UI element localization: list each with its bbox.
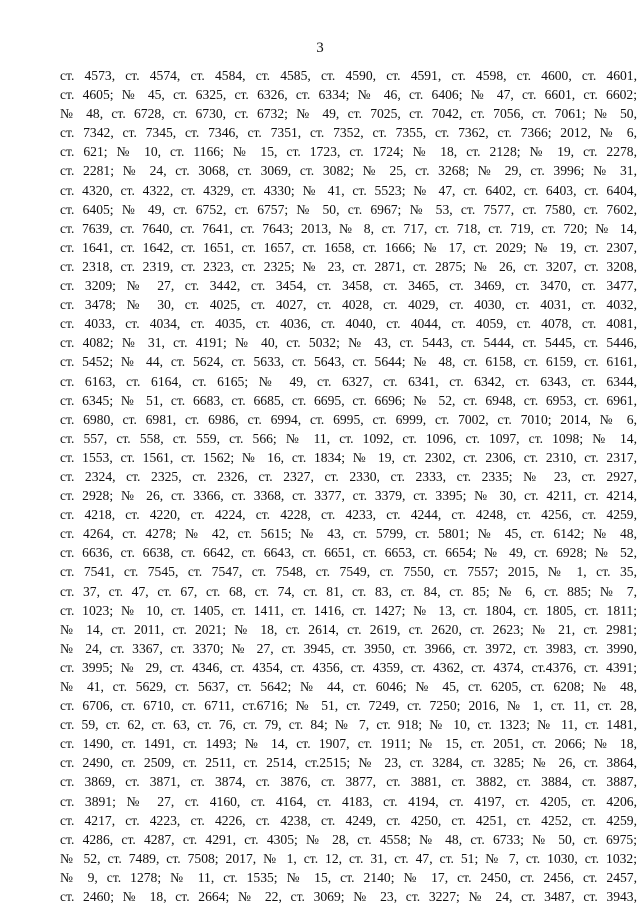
text-line: ст. 2318, ст. 2319, ст. 2323, ст. 2325; № 23, ст. 2871, ст. 2875; № 26, ст. 3207, ст. 3208,: [60, 258, 637, 274]
text-line: ст. 7541, ст. 7545, ст. 7547, ст. 7548, ст. 7549, ст. 7550, ст. 7557; 2015, № 1, ст. 35,: [60, 564, 637, 580]
text-line: ст. 4082; № 31, ст. 4191; № 40, ст. 5032; № 43, ст. 5443, ст. 5444, ст. 5445, ст. 5446,: [60, 335, 637, 351]
text-line: ст. 4264, ст. 4278; № 42, ст. 5615; № 43, ст. 5799, ст. 5801; № 45, ст. 6142; № 48,: [60, 526, 637, 542]
text-line: ст. 4320, ст. 4322, ст. 4329, ст. 4330; № 41, ст. 5523; № 47, ст. 6402, ст. 6403, ст. 6404,: [60, 182, 637, 198]
text-line: ст. 557, ст. 558, ст. 559, ст. 566; № 11, ст. 1092, ст. 1096, ст. 1097, ст. 1098; № 14,: [60, 430, 637, 446]
text-line: ст. 7639, ст. 7640, ст. 7641, ст. 7643; 2013, № 8, ст. 717, ст. 718, ст. 719, ст. 720; № 14,: [60, 220, 637, 236]
text-line: ст. 3891; № 27, ст. 4160, ст. 4164, ст. 4183, ст. 4194, ст. 4197, ст. 4205, ст. 4206,: [60, 793, 637, 809]
text-line: ст. 6706, ст. 6710, ст. 6711, ст.6716; № 51, ст. 7249, ст. 7250; 2016, № 1, ст. 11, ст. 28,: [60, 698, 637, 714]
text-line: ст. 4573, ст. 4574, ст. 4584, ст. 4585, ст. 4590, ст. 4591, ст. 4598, ст. 4600, ст. 4601,: [60, 68, 637, 83]
page-number: 3: [316, 40, 324, 56]
text-line: ст. 5452; № 44, ст. 5624, ст. 5633, ст. 5643, ст. 5644; № 48, ст. 6158, ст. 6159, ст. 6161,: [60, 354, 637, 370]
text-line: ст. 6636, ст. 6638, ст. 6642, ст. 6643, ст. 6651, ст. 6653, ст. 6654; № 49, ст. 6928; № 52,: [60, 545, 637, 561]
text-line: ст. 2460; № 18, ст. 2664; № 22, ст. 3069; № 23, ст. 3227; № 24, ст. 3487, ст. 3943,: [60, 889, 637, 905]
text-line: ст. 3995; № 29, ст. 4346, ст. 4354, ст. 4356, ст. 4359, ст. 4362, ст. 4374, ст.4376, ст. 4391;: [60, 659, 637, 675]
text-line: ст. 37, ст. 47, ст. 67, ст. 68, ст. 74, ст. 81, ст. 83, ст. 84, ст. 85; № 6, ст. 885; № 7,: [60, 583, 637, 599]
text-line: ст. 3209; № 27, ст. 3442, ст. 3454, ст. 3458, ст. 3465, ст. 3469, ст. 3470, ст. 3477,: [60, 278, 637, 294]
text-line: ст. 2324, ст. 2325, ст. 2326, ст. 2327, ст. 2330, ст. 2333, ст. 2335; № 23, ст. 2927,: [60, 468, 637, 484]
text-line: ст. 59, ст. 62, ст. 63, ст. 76, ст. 79, ст. 84; № 7, ст. 918; № 10, ст. 1323; № 11, ст. 1481,: [60, 717, 637, 733]
text-line: ст. 6163, ст. 6164, ст. 6165; № 49, ст. 6327, ст. 6341, ст. 6342, ст. 6343, ст. 6344,: [60, 373, 637, 389]
text-line: ст. 4605; № 45, ст. 6325, ст. 6326, ст. 6334; № 46, ст. 6406; № 47, ст. 6601, ст. 6602;: [60, 87, 637, 103]
text-line: № 41, ст. 5629, ст. 5637, ст. 5642; № 44, ст. 6046; № 45, ст. 6205, ст. 6208; № 48,: [60, 679, 637, 694]
text-line: № 24, ст. 3367, ст. 3370; № 27, ст. 3945, ст. 3950, ст. 3966, ст. 3972, ст. 3983, ст. 3990,: [60, 640, 637, 656]
text-line: ст. 7342, ст. 7345, ст. 7346, ст. 7351, ст. 7352, ст. 7355, ст. 7362, ст. 7366; 2012, № 6,: [60, 125, 637, 141]
text-line: ст. 2490, ст. 2509, ст. 2511, ст. 2514, ст.2515; № 23, ст. 3284, ст. 3285; № 26, ст. 3864,: [60, 755, 637, 771]
text-line: ст. 621; № 10, ст. 1166; № 15, ст. 1723, ст. 1724; № 18, ст. 2128; № 19, ст. 2278,: [60, 144, 637, 160]
text-line: ст. 6405; № 49, ст. 6752, ст. 6757; № 50, ст. 6967; № 53, ст. 7577, ст. 7580, ст. 7602,: [60, 201, 637, 217]
text-line: ст. 4286, ст. 4287, ст. 4291, ст. 4305; № 28, ст. 4558; № 48, ст. 6733; № 50, ст. 6975;: [60, 831, 637, 847]
text-line: ст. 3869, ст. 3871, ст. 3874, ст. 3876, ст. 3877, ст. 3881, ст. 3882, ст. 3884, ст. 3887,: [60, 774, 637, 790]
text-line: ст. 1553, ст. 1561, ст. 1562; № 16, ст. 1834; № 19, ст. 2302, ст. 2306, ст. 2310, ст. 2317,: [60, 449, 637, 465]
text-line: ст. 2281; № 24, ст. 3068, ст. 3069, ст. 3082; № 25, ст. 3268; № 29, ст. 3996; № 31,: [60, 163, 637, 179]
text-line: № 14, ст. 2011, ст. 2021; № 18, ст. 2614, ст. 2619, ст. 2620, ст. 2623; № 21, ст. 2981;: [60, 621, 637, 637]
text-line: ст. 4033, ст. 4034, ст. 4035, ст. 4036, ст. 4040, ст. 4044, ст. 4059, ст. 4078, ст. 4081,: [60, 316, 637, 332]
text-line: № 9, ст. 1278; № 11, ст. 1535; № 15, ст. 2140; № 17, ст. 2450, ст. 2456, ст. 2457,: [60, 869, 637, 885]
text-line: ст. 3478; № 30, ст. 4025, ст. 4027, ст. 4028, ст. 4029, ст. 4030, ст. 4031, ст. 4032,: [60, 297, 637, 313]
text-line: № 52, ст. 7489, ст. 7508; 2017, № 1, ст. 12, ст. 31, ст. 47, ст. 51; № 7, ст. 1030, ст. 1032;: [60, 850, 637, 866]
body-text: [60, 66, 637, 906]
text-line: ст. 4217, ст. 4223, ст. 4226, ст. 4238, ст. 4249, ст. 4250, ст. 4251, ст. 4252, ст. 4259,: [60, 812, 637, 828]
text-line: ст. 4218, ст. 4220, ст. 4224, ст. 4228, ст. 4233, ст. 4244, ст. 4248, ст. 4256, ст. 4259,: [60, 507, 637, 523]
text-line: ст. 1023; № 10, ст. 1405, ст. 1411, ст. 1416, ст. 1427; № 13, ст. 1804, ст. 1805, ст. 1811;: [60, 602, 637, 618]
text-line: ст. 6980, ст. 6981, ст. 6986, ст. 6994, ст. 6995, ст. 6999, ст. 7002, ст. 7010; 2014, № 6,: [60, 411, 637, 427]
text-line: ст. 1641, ст. 1642, ст. 1651, ст. 1657, ст. 1658, ст. 1666; № 17, ст. 2029; № 19, ст. 2307,: [60, 239, 637, 255]
text-line: № 48, ст. 6728, ст. 6730, ст. 6732; № 49, ст. 7025, ст. 7042, ст. 7056, ст. 7061; № 50,: [60, 106, 637, 122]
text-line: ст. 1490, ст. 1491, ст. 1493; № 14, ст. 1907, ст. 1911; № 15, ст. 2051, ст. 2066; № 18,: [60, 736, 637, 752]
text-line: ст. 2928; № 26, ст. 3366, ст. 3368, ст. 3377, ст. 3379, ст. 3395; № 30, ст. 4211, ст. 4214,: [60, 488, 637, 504]
text-line: ст. 6345; № 51, ст. 6683, ст. 6685, ст. 6695, ст. 6696; № 52, ст. 6948, ст. 6953, ст. 6961,: [60, 392, 637, 408]
